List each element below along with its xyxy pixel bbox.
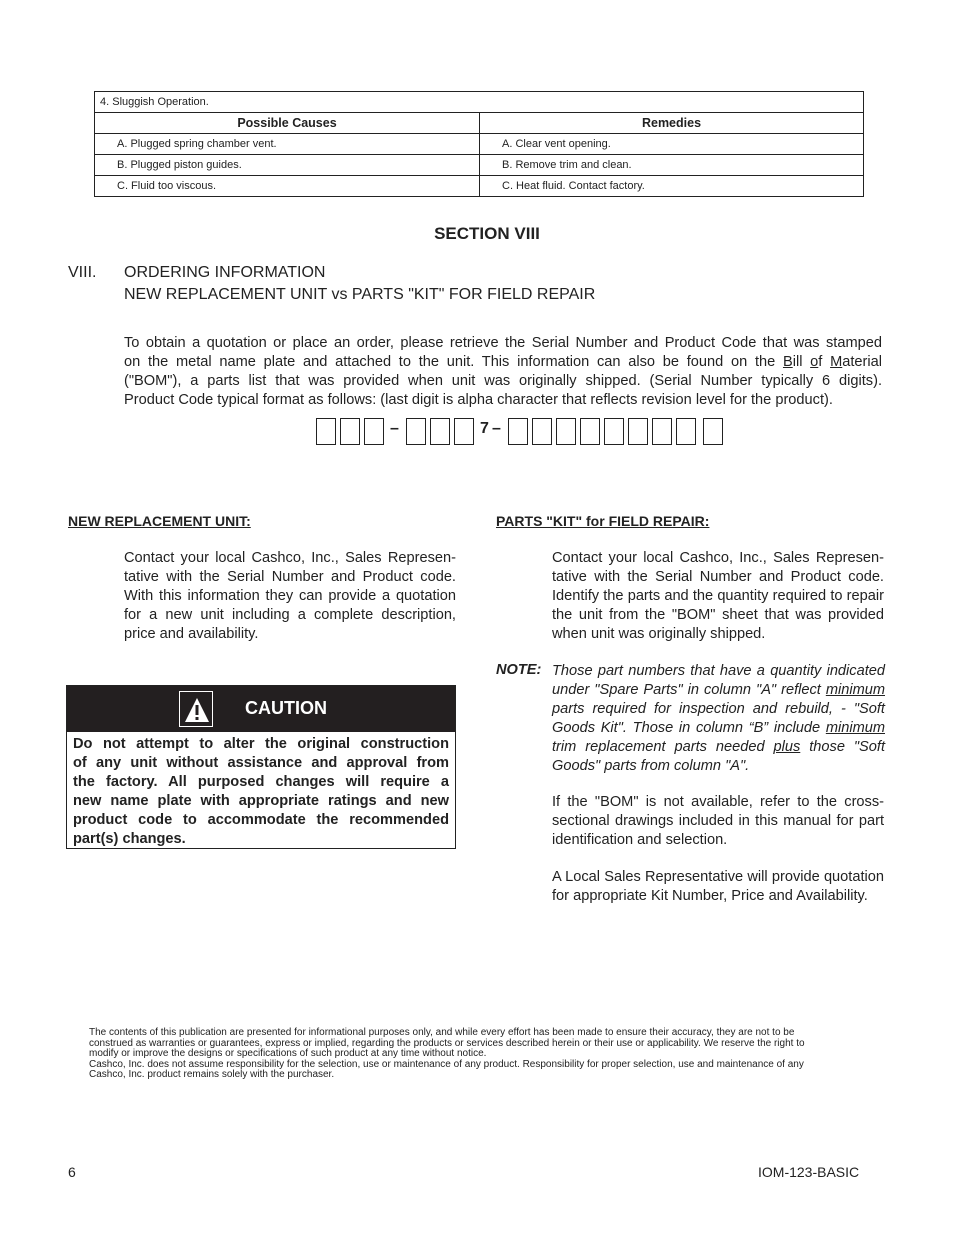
caution-text: [73, 735, 449, 849]
paragraph-line: tative with the Serial Number and Product code.: [124, 569, 456, 585]
intro-line: To obtain a quotation or place an order, please retrieve the Serial Number and Product Code that was stamped: [124, 335, 882, 351]
intro-line: [124, 353, 882, 372]
paragraph-line: for appropriate Kit Number, Price and Availability.: [552, 888, 868, 904]
note-text-run: minimum: [825, 720, 885, 736]
section-number: VIII.: [68, 264, 97, 281]
code-digit-box: [340, 418, 360, 445]
intro-text: ill: [792, 354, 811, 370]
code-digit-box: [508, 418, 528, 445]
disclaimer-line: modify or improve the designs or specifications of such product at any time without notice.: [89, 1048, 487, 1060]
intro-line: Product Code typical format as follows: (last digit is alpha character that reflects revision level for the product).: [124, 392, 833, 408]
code-digit-box: [703, 418, 723, 445]
caution-line: the factory. All purposed changes will require a: [73, 774, 449, 790]
page-number: 6: [68, 1164, 76, 1180]
cause-cell: C. Fluid too viscous.: [95, 176, 480, 197]
disclaimer-line: construed as warranties or guarantees, express or implied, regarding the products or services described herein or their use or applicability. We reserve the right to: [89, 1037, 805, 1049]
disclaimer-line: Cashco, Inc. does not assume responsibility for the selection, use or maintenance of any product. Responsibility for proper selection, use and maintenance of any: [89, 1058, 804, 1070]
code-digit-box: [604, 418, 624, 445]
table-title: 4. Sluggish Operation.: [95, 92, 864, 113]
intro-text: B: [782, 354, 793, 370]
note-text-run: plus: [773, 739, 801, 755]
note-line: parts required for inspection and rebuild, - "Soft: [552, 701, 885, 717]
table-row: [95, 155, 864, 176]
parts-kit-paragraph: [552, 549, 884, 644]
intro-text: o: [810, 354, 819, 370]
note-text-run: Goods Kit". Those in column “B” include: [552, 720, 826, 736]
note-line: Goods" parts from column "A".: [552, 758, 750, 774]
remedy-cell: A. Clear vent opening.: [480, 134, 864, 155]
new-unit-heading: NEW REPLACEMENT UNIT:: [68, 513, 251, 529]
intro-line: ("BOM"), a parts list that was provided when unit was originally shipped. (Serial Number typically 6 digits).: [124, 373, 882, 389]
col-header-causes: Possible Causes: [95, 113, 480, 134]
paragraph-line: price and availability.: [124, 626, 259, 642]
code-digit-box: [580, 418, 600, 445]
note-text: [552, 662, 885, 776]
paragraph-line: Contact your local Cashco, Inc., Sales Represen-: [124, 550, 456, 566]
document-id: IOM-123-BASIC: [758, 1164, 860, 1180]
intro-paragraph: [124, 334, 882, 410]
caution-line: product code to accommodate the recommended: [73, 812, 449, 828]
note-label: NOTE:: [496, 662, 542, 678]
code-seven: 7: [480, 420, 489, 437]
intro-text: on the metal name plate and attached to the unit. This information can also be found on the: [124, 354, 783, 370]
troubleshooting-table: [94, 91, 864, 197]
code-digit-box: [532, 418, 552, 445]
paragraph-line: Contact your local Cashco, Inc., Sales Represen-: [552, 550, 884, 566]
local-rep-paragraph: [552, 868, 884, 906]
caution-line: new name plate with appropriate ratings and new: [73, 793, 449, 809]
intro-text: aterial: [842, 354, 883, 370]
caution-header: [67, 686, 455, 732]
code-digit-box: [556, 418, 576, 445]
code-digit-box: [364, 418, 384, 445]
code-digit-box: [316, 418, 336, 445]
note-text-run: minimum: [825, 682, 885, 698]
code-digit-box: [430, 418, 450, 445]
paragraph-line: for a new unit including a complete description,: [124, 607, 456, 623]
code-digit-box: [406, 418, 426, 445]
caution-line: part(s) changes.: [73, 831, 186, 847]
cause-cell: A. Plugged spring chamber vent.: [95, 134, 480, 155]
caution-box: [66, 685, 456, 849]
parts-kit-heading: PARTS "KIT" for FIELD REPAIR:: [496, 513, 710, 529]
note-line: [552, 681, 885, 700]
note-line: [552, 719, 885, 738]
paragraph-line: identification and selection.: [552, 832, 728, 848]
intro-text: M: [830, 354, 843, 370]
caution-line: of any unit without assistance and approval from: [73, 755, 449, 771]
code-digit-box: [676, 418, 696, 445]
paragraph-line: If the "BOM" is not available, refer to the cross-: [552, 794, 884, 810]
cause-cell: B. Plugged piston guides.: [95, 155, 480, 176]
paragraph-line: when unit was originally shipped.: [552, 626, 766, 642]
intro-text: f: [818, 354, 831, 370]
paragraph-line: With this information they can provide a quotation: [124, 588, 456, 604]
remedy-cell: C. Heat fluid. Contact factory.: [480, 176, 864, 197]
code-digit-box: [454, 418, 474, 445]
code-digit-box: [628, 418, 648, 445]
table-row: [95, 176, 864, 197]
bom-paragraph: [552, 793, 884, 850]
code-dash: –: [390, 420, 399, 437]
new-unit-paragraph: [124, 549, 456, 644]
note-line: [552, 738, 885, 757]
caution-title: CAUTION: [245, 698, 327, 718]
disclaimer: [89, 1028, 879, 1081]
paragraph-line: A Local Sales Representative will provide quotation: [552, 869, 884, 885]
note-text-run: those "Soft: [800, 739, 886, 755]
section-heading-line1: ORDERING INFORMATION: [124, 264, 326, 281]
section-title: SECTION VIII: [434, 224, 540, 243]
note-text-run: under "Spare Parts" in column "A" reflect: [552, 682, 826, 698]
disclaimer-line: The contents of this publication are presented for informational purposes only, and while every effort has been made to ensure their accuracy, they are not to be: [89, 1027, 795, 1038]
code-digit-box: [652, 418, 672, 445]
warning-triangle-icon: [179, 691, 213, 727]
paragraph-line: tative with the Serial Number and Product code.: [552, 569, 884, 585]
disclaimer-line: Cashco, Inc. product remains solely with the purchaser.: [89, 1069, 335, 1081]
remedy-cell: B. Remove trim and clean.: [480, 155, 864, 176]
col-header-remedies: Remedies: [480, 113, 864, 134]
note-text-run: trim replacement parts needed: [552, 739, 774, 755]
code-dash: –: [492, 420, 501, 437]
table-row: [95, 134, 864, 155]
note-line: Those part numbers that have a quantity indicated: [552, 663, 885, 679]
paragraph-line: the unit from the "BOM" sheet that was provided: [552, 607, 884, 623]
paragraph-line: sectional drawings included in this manual for part: [552, 813, 884, 829]
caution-line: Do not attempt to alter the original construction: [73, 736, 449, 752]
section-heading-line2: NEW REPLACEMENT UNIT vs PARTS "KIT" FOR FIELD REPAIR: [124, 286, 596, 303]
paragraph-line: Identify the parts and the quantity required to repair: [552, 588, 884, 604]
